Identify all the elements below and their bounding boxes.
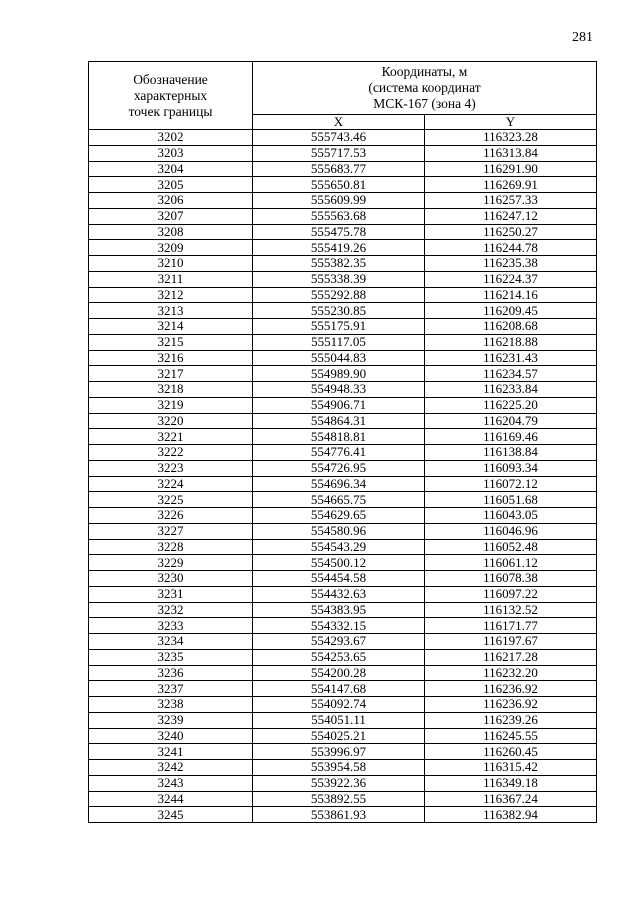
y-coordinate-cell: 116052.48 [425, 539, 597, 555]
y-coordinate-cell: 116231.43 [425, 350, 597, 366]
x-coordinate-cell: 553861.93 [253, 807, 425, 823]
y-coordinate-cell: 116214.16 [425, 287, 597, 303]
table-row [89, 712, 597, 728]
y-column-header: Y [425, 115, 597, 130]
point-id-cell: 3241 [89, 744, 253, 760]
table-row [89, 397, 597, 413]
y-coordinate-cell: 116269.91 [425, 177, 597, 193]
point-id-cell: 3215 [89, 334, 253, 350]
table-row [89, 602, 597, 618]
table-row [89, 445, 597, 461]
y-coordinate-cell: 116382.94 [425, 807, 597, 823]
x-coordinate-cell: 555609.99 [253, 193, 425, 209]
y-coordinate-cell: 116169.46 [425, 429, 597, 445]
table-row [89, 476, 597, 492]
x-coordinate-cell: 555230.85 [253, 303, 425, 319]
x-coordinate-cell: 553892.55 [253, 791, 425, 807]
table-row [89, 697, 597, 713]
table-row [89, 586, 597, 602]
point-id-cell: 3206 [89, 193, 253, 209]
y-coordinate-cell: 116313.84 [425, 145, 597, 161]
x-coordinate-cell: 554776.41 [253, 445, 425, 461]
x-coordinate-cell: 555382.35 [253, 256, 425, 272]
x-coordinate-cell: 554454.58 [253, 571, 425, 587]
y-coordinate-cell: 116260.45 [425, 744, 597, 760]
y-coordinate-cell: 116043.05 [425, 508, 597, 524]
point-id-cell: 3225 [89, 492, 253, 508]
table-row [89, 240, 597, 256]
point-id-cell: 3214 [89, 319, 253, 335]
x-coordinate-cell: 554989.90 [253, 366, 425, 382]
y-coordinate-cell: 116291.90 [425, 161, 597, 177]
point-id-cell: 3236 [89, 665, 253, 681]
point-id-cell: 3211 [89, 271, 253, 287]
point-id-cell: 3233 [89, 618, 253, 634]
y-coordinate-cell: 116233.84 [425, 382, 597, 398]
point-id-cell: 3207 [89, 208, 253, 224]
table-row [89, 665, 597, 681]
point-id-cell: 3213 [89, 303, 253, 319]
point-id-cell: 3242 [89, 760, 253, 776]
y-coordinate-cell: 116235.38 [425, 256, 597, 272]
x-coordinate-cell: 554025.21 [253, 728, 425, 744]
table-row [89, 634, 597, 650]
y-coordinate-cell: 116072.12 [425, 476, 597, 492]
header-line: Координаты, м [381, 64, 468, 79]
point-id-cell: 3229 [89, 555, 253, 571]
y-coordinate-cell: 116367.24 [425, 791, 597, 807]
coordinates-header [253, 62, 597, 115]
x-coordinate-cell: 554696.34 [253, 476, 425, 492]
point-id-cell: 3240 [89, 728, 253, 744]
y-coordinate-cell: 116204.79 [425, 413, 597, 429]
y-coordinate-cell: 116046.96 [425, 523, 597, 539]
point-id-cell: 3209 [89, 240, 253, 256]
y-coordinate-cell: 116244.78 [425, 240, 597, 256]
table-row [89, 319, 597, 335]
y-coordinate-cell: 116239.26 [425, 712, 597, 728]
coordinates-table [88, 61, 597, 823]
header-line: Обозначение [133, 71, 208, 87]
x-coordinate-cell: 555117.05 [253, 334, 425, 350]
y-coordinate-cell: 116132.52 [425, 602, 597, 618]
table-row [89, 571, 597, 587]
x-coordinate-cell: 555475.78 [253, 224, 425, 240]
point-id-cell: 3218 [89, 382, 253, 398]
x-coordinate-cell: 554500.12 [253, 555, 425, 571]
y-coordinate-cell: 116138.84 [425, 445, 597, 461]
table-row [89, 193, 597, 209]
y-coordinate-cell: 116225.20 [425, 397, 597, 413]
point-id-cell: 3203 [89, 145, 253, 161]
point-id-cell: 3230 [89, 571, 253, 587]
table-row [89, 208, 597, 224]
point-id-cell: 3205 [89, 177, 253, 193]
x-coordinate-cell: 555292.88 [253, 287, 425, 303]
table-row [89, 366, 597, 382]
table-row [89, 539, 597, 555]
point-id-cell: 3219 [89, 397, 253, 413]
table-row [89, 350, 597, 366]
table-row [89, 460, 597, 476]
x-coordinate-cell: 555683.77 [253, 161, 425, 177]
x-coordinate-cell: 554200.28 [253, 665, 425, 681]
x-coordinate-cell: 555044.83 [253, 350, 425, 366]
table-row [89, 334, 597, 350]
table-row [89, 649, 597, 665]
point-id-cell: 3202 [89, 130, 253, 146]
x-coordinate-cell: 555743.46 [253, 130, 425, 146]
table-row [89, 161, 597, 177]
x-coordinate-cell: 554818.81 [253, 429, 425, 445]
y-coordinate-cell: 116208.68 [425, 319, 597, 335]
x-coordinate-cell: 555717.53 [253, 145, 425, 161]
header-line: (система координат [368, 80, 481, 95]
point-id-cell: 3221 [89, 429, 253, 445]
table-row [89, 287, 597, 303]
x-column-header: X [253, 115, 425, 130]
y-coordinate-cell: 116234.57 [425, 366, 597, 382]
point-id-cell: 3210 [89, 256, 253, 272]
x-coordinate-cell: 554383.95 [253, 602, 425, 618]
y-coordinate-cell: 116232.20 [425, 665, 597, 681]
table-row [89, 508, 597, 524]
header-line: точек границы [128, 103, 213, 119]
y-coordinate-cell: 116236.92 [425, 697, 597, 713]
point-id-cell: 3208 [89, 224, 253, 240]
point-id-cell: 3235 [89, 649, 253, 665]
table-row [89, 271, 597, 287]
x-coordinate-cell: 554906.71 [253, 397, 425, 413]
x-coordinate-cell: 554864.31 [253, 413, 425, 429]
table-row [89, 145, 597, 161]
x-coordinate-cell: 554580.96 [253, 523, 425, 539]
y-coordinate-cell: 116217.28 [425, 649, 597, 665]
y-coordinate-cell: 116197.67 [425, 634, 597, 650]
y-coordinate-cell: 116093.34 [425, 460, 597, 476]
table-row [89, 382, 597, 398]
y-coordinate-cell: 116323.28 [425, 130, 597, 146]
table-row [89, 618, 597, 634]
table-row [89, 728, 597, 744]
y-coordinate-cell: 116257.33 [425, 193, 597, 209]
point-id-cell: 3223 [89, 460, 253, 476]
y-coordinate-cell: 116245.55 [425, 728, 597, 744]
x-coordinate-cell: 553996.97 [253, 744, 425, 760]
point-id-cell: 3231 [89, 586, 253, 602]
table-row [89, 429, 597, 445]
table-row [89, 224, 597, 240]
point-id-cell: 3216 [89, 350, 253, 366]
point-id-cell: 3245 [89, 807, 253, 823]
point-id-cell: 3232 [89, 602, 253, 618]
y-coordinate-cell: 116051.68 [425, 492, 597, 508]
x-coordinate-cell: 554629.65 [253, 508, 425, 524]
point-id-cell: 3243 [89, 775, 253, 791]
x-coordinate-cell: 555419.26 [253, 240, 425, 256]
y-coordinate-cell: 116097.22 [425, 586, 597, 602]
x-coordinate-cell: 554253.65 [253, 649, 425, 665]
y-coordinate-cell: 116171.77 [425, 618, 597, 634]
table-row [89, 303, 597, 319]
x-coordinate-cell: 555650.81 [253, 177, 425, 193]
point-id-cell: 3212 [89, 287, 253, 303]
y-coordinate-cell: 116078.38 [425, 571, 597, 587]
table-row [89, 791, 597, 807]
coordinates-body [89, 130, 597, 823]
x-coordinate-cell: 554092.74 [253, 697, 425, 713]
x-coordinate-cell: 554293.67 [253, 634, 425, 650]
table-row [89, 523, 597, 539]
point-id-cell: 3204 [89, 161, 253, 177]
point-id-cell: 3228 [89, 539, 253, 555]
point-id-cell: 3244 [89, 791, 253, 807]
x-coordinate-cell: 555175.91 [253, 319, 425, 335]
x-coordinate-cell: 554543.29 [253, 539, 425, 555]
point-id-cell: 3227 [89, 523, 253, 539]
point-id-cell: 3239 [89, 712, 253, 728]
table-row [89, 413, 597, 429]
point-id-cell: 3226 [89, 508, 253, 524]
y-coordinate-cell: 116209.45 [425, 303, 597, 319]
table-row [89, 744, 597, 760]
y-coordinate-cell: 116218.88 [425, 334, 597, 350]
x-coordinate-cell: 554051.11 [253, 712, 425, 728]
y-coordinate-cell: 116247.12 [425, 208, 597, 224]
x-coordinate-cell: 555338.39 [253, 271, 425, 287]
y-coordinate-cell: 116061.12 [425, 555, 597, 571]
point-id-cell: 3234 [89, 634, 253, 650]
y-coordinate-cell: 116224.37 [425, 271, 597, 287]
point-id-cell: 3237 [89, 681, 253, 697]
x-coordinate-cell: 553922.36 [253, 775, 425, 791]
x-coordinate-cell: 554432.63 [253, 586, 425, 602]
page-number: 281 [572, 30, 593, 45]
table-row [89, 760, 597, 776]
table-row [89, 492, 597, 508]
header-line: МСК-167 (зона 4) [373, 96, 476, 111]
point-designation-header [89, 62, 253, 130]
table-row [89, 555, 597, 571]
header-line: характерных [133, 87, 208, 103]
x-coordinate-cell: 553954.58 [253, 760, 425, 776]
table-row [89, 807, 597, 823]
x-coordinate-cell: 554726.95 [253, 460, 425, 476]
point-id-cell: 3220 [89, 413, 253, 429]
x-coordinate-cell: 554948.33 [253, 382, 425, 398]
table-row [89, 775, 597, 791]
point-id-cell: 3222 [89, 445, 253, 461]
table-row [89, 681, 597, 697]
y-coordinate-cell: 116236.92 [425, 681, 597, 697]
table-row [89, 256, 597, 272]
x-coordinate-cell: 554332.15 [253, 618, 425, 634]
x-coordinate-cell: 555563.68 [253, 208, 425, 224]
y-coordinate-cell: 116349.18 [425, 775, 597, 791]
table-row [89, 177, 597, 193]
x-coordinate-cell: 554147.68 [253, 681, 425, 697]
table-row [89, 130, 597, 146]
y-coordinate-cell: 116315.42 [425, 760, 597, 776]
point-id-cell: 3224 [89, 476, 253, 492]
point-id-cell: 3238 [89, 697, 253, 713]
x-coordinate-cell: 554665.75 [253, 492, 425, 508]
point-id-cell: 3217 [89, 366, 253, 382]
y-coordinate-cell: 116250.27 [425, 224, 597, 240]
